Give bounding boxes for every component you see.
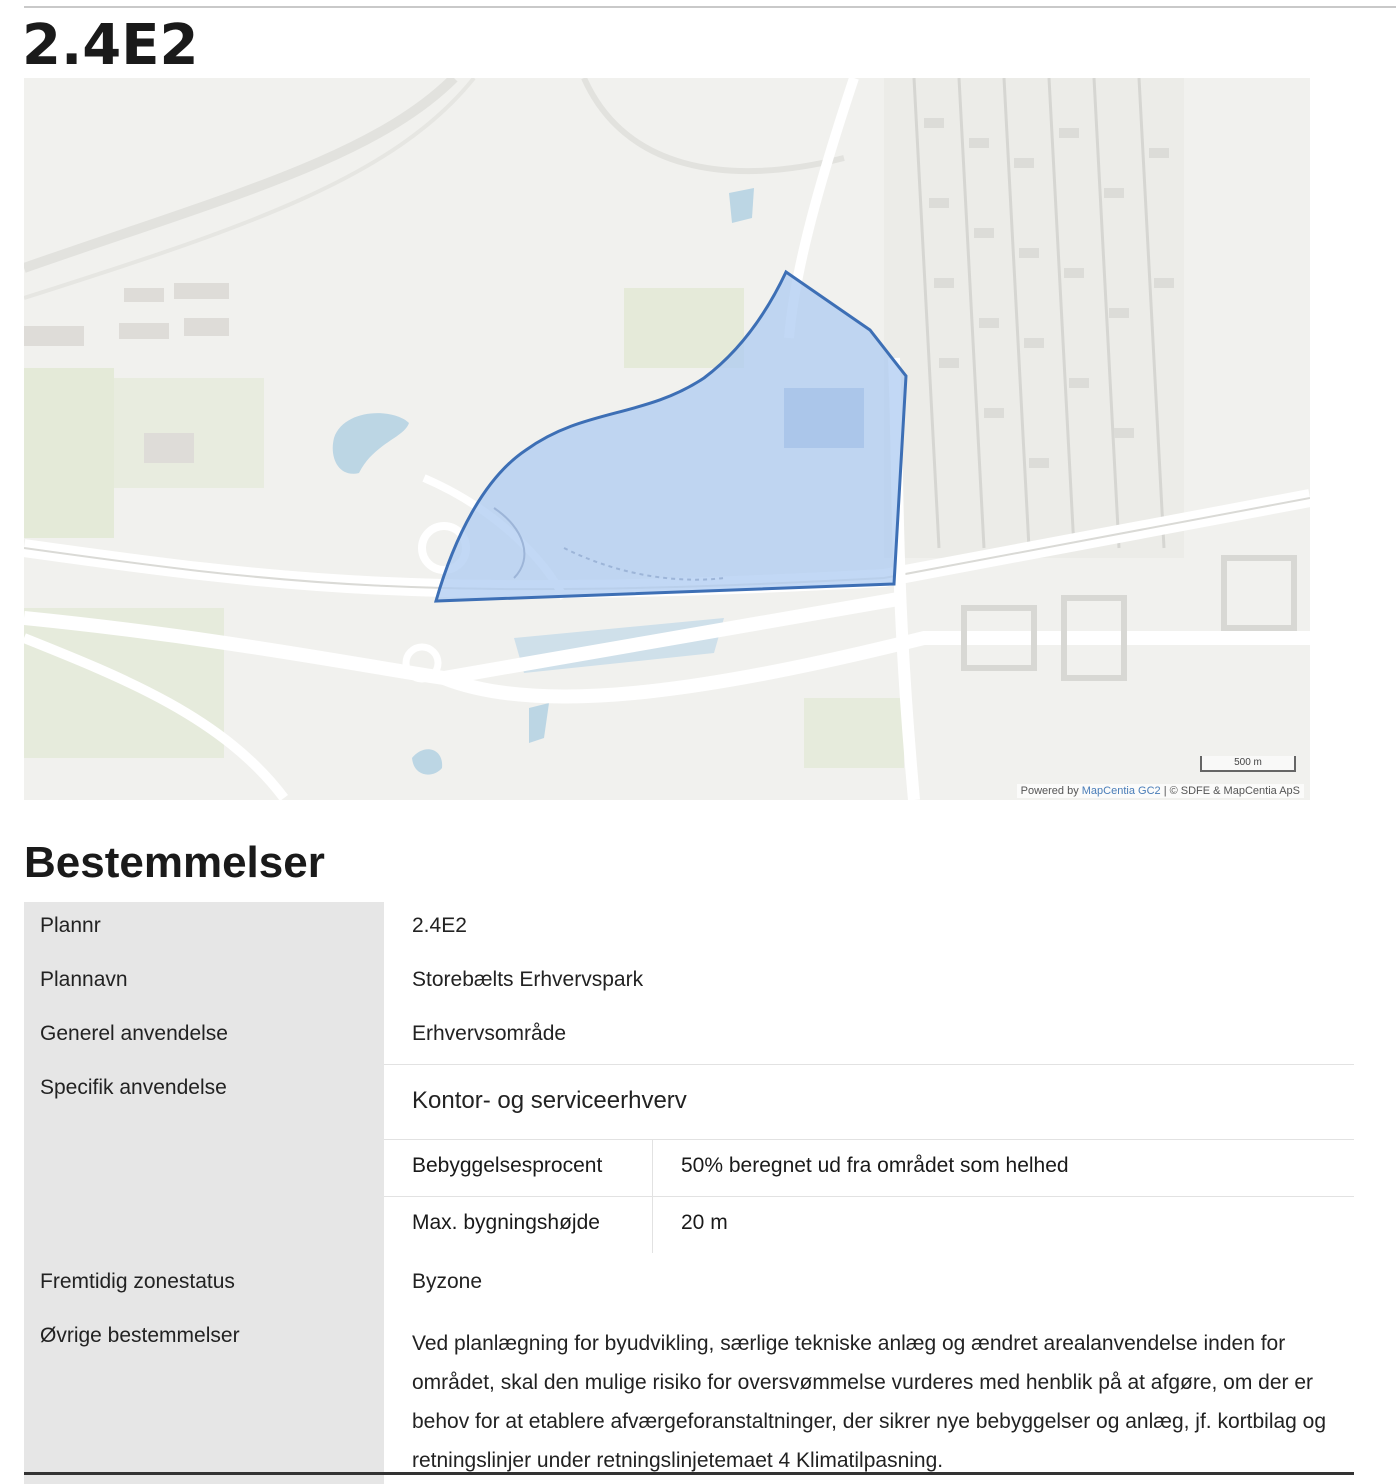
sub-label: Bebyggelsesprocent [384,1140,653,1197]
green-area [804,698,904,768]
row-label: Plannr [24,902,384,956]
map-view[interactable] [24,78,1310,800]
residential-area [884,78,1184,558]
sub-row [384,1140,1354,1197]
row-value: Storebælts Erhvervspark [412,968,644,991]
table-row [24,1312,1354,1484]
table-row [24,1258,1354,1312]
map-canvas[interactable] [24,78,1310,800]
attribution-suffix: | © SDFE & MapCentia ApS [1160,785,1300,797]
sub-label: Max. bygningshøjde [384,1197,653,1254]
row-value: 2.4E2 [412,914,467,937]
row-value-group [384,1064,1354,1258]
table-row [24,1064,1354,1258]
specifik-value: Kontor- og serviceerhverv [384,1064,1354,1139]
row-label: Plannavn [24,956,384,1010]
attribution-prefix: Powered by [1020,785,1079,797]
table-row [24,902,1354,956]
map-scale-bar: 500 m [1200,756,1296,772]
row-label: Fremtidig zonestatus [24,1258,384,1312]
sub-value: 20 m [653,1197,1355,1254]
row-label: Specifik anvendelse [24,1064,384,1258]
pond [729,188,754,223]
green-area [24,368,114,538]
bottom-divider [24,1472,1354,1475]
section-title: Bestemmelser [24,838,325,887]
map-attribution [1017,784,1304,798]
row-value: Erhvervsområde [412,1022,567,1045]
sub-row [384,1197,1354,1254]
attribution-link[interactable]: MapCentia GC2 [1081,785,1161,797]
sub-table [384,1139,1354,1253]
page-title: 2.4E2 [22,13,199,78]
row-value: Ved planlægning for byudvikling, særlige tekniske anlæg og ændret arealanvendelse inden for området, skal den mulige risiko for oversvømmelse vurderes med henblik på at afgøre, om der er behov for at etablere afværgeforanstaltninger, der sikrer nye bebyggelser og anlæg, jf. kortbilag og retningslinjer under retningslinjetemaet 4 Klimatilpasning. [412,1331,1327,1472]
row-label: Generel anvendelse [24,1010,384,1064]
row-label: Øvrige bestemmelser [24,1312,384,1484]
green-area [624,288,744,368]
sub-value: 50% beregnet ud fra området som helhed [653,1140,1355,1197]
top-divider [24,6,1396,8]
row-value: Byzone [412,1269,483,1293]
table-row [24,956,1354,1010]
provisions-table [24,902,1354,1484]
area-building [784,388,864,448]
table-row [24,1010,1354,1064]
